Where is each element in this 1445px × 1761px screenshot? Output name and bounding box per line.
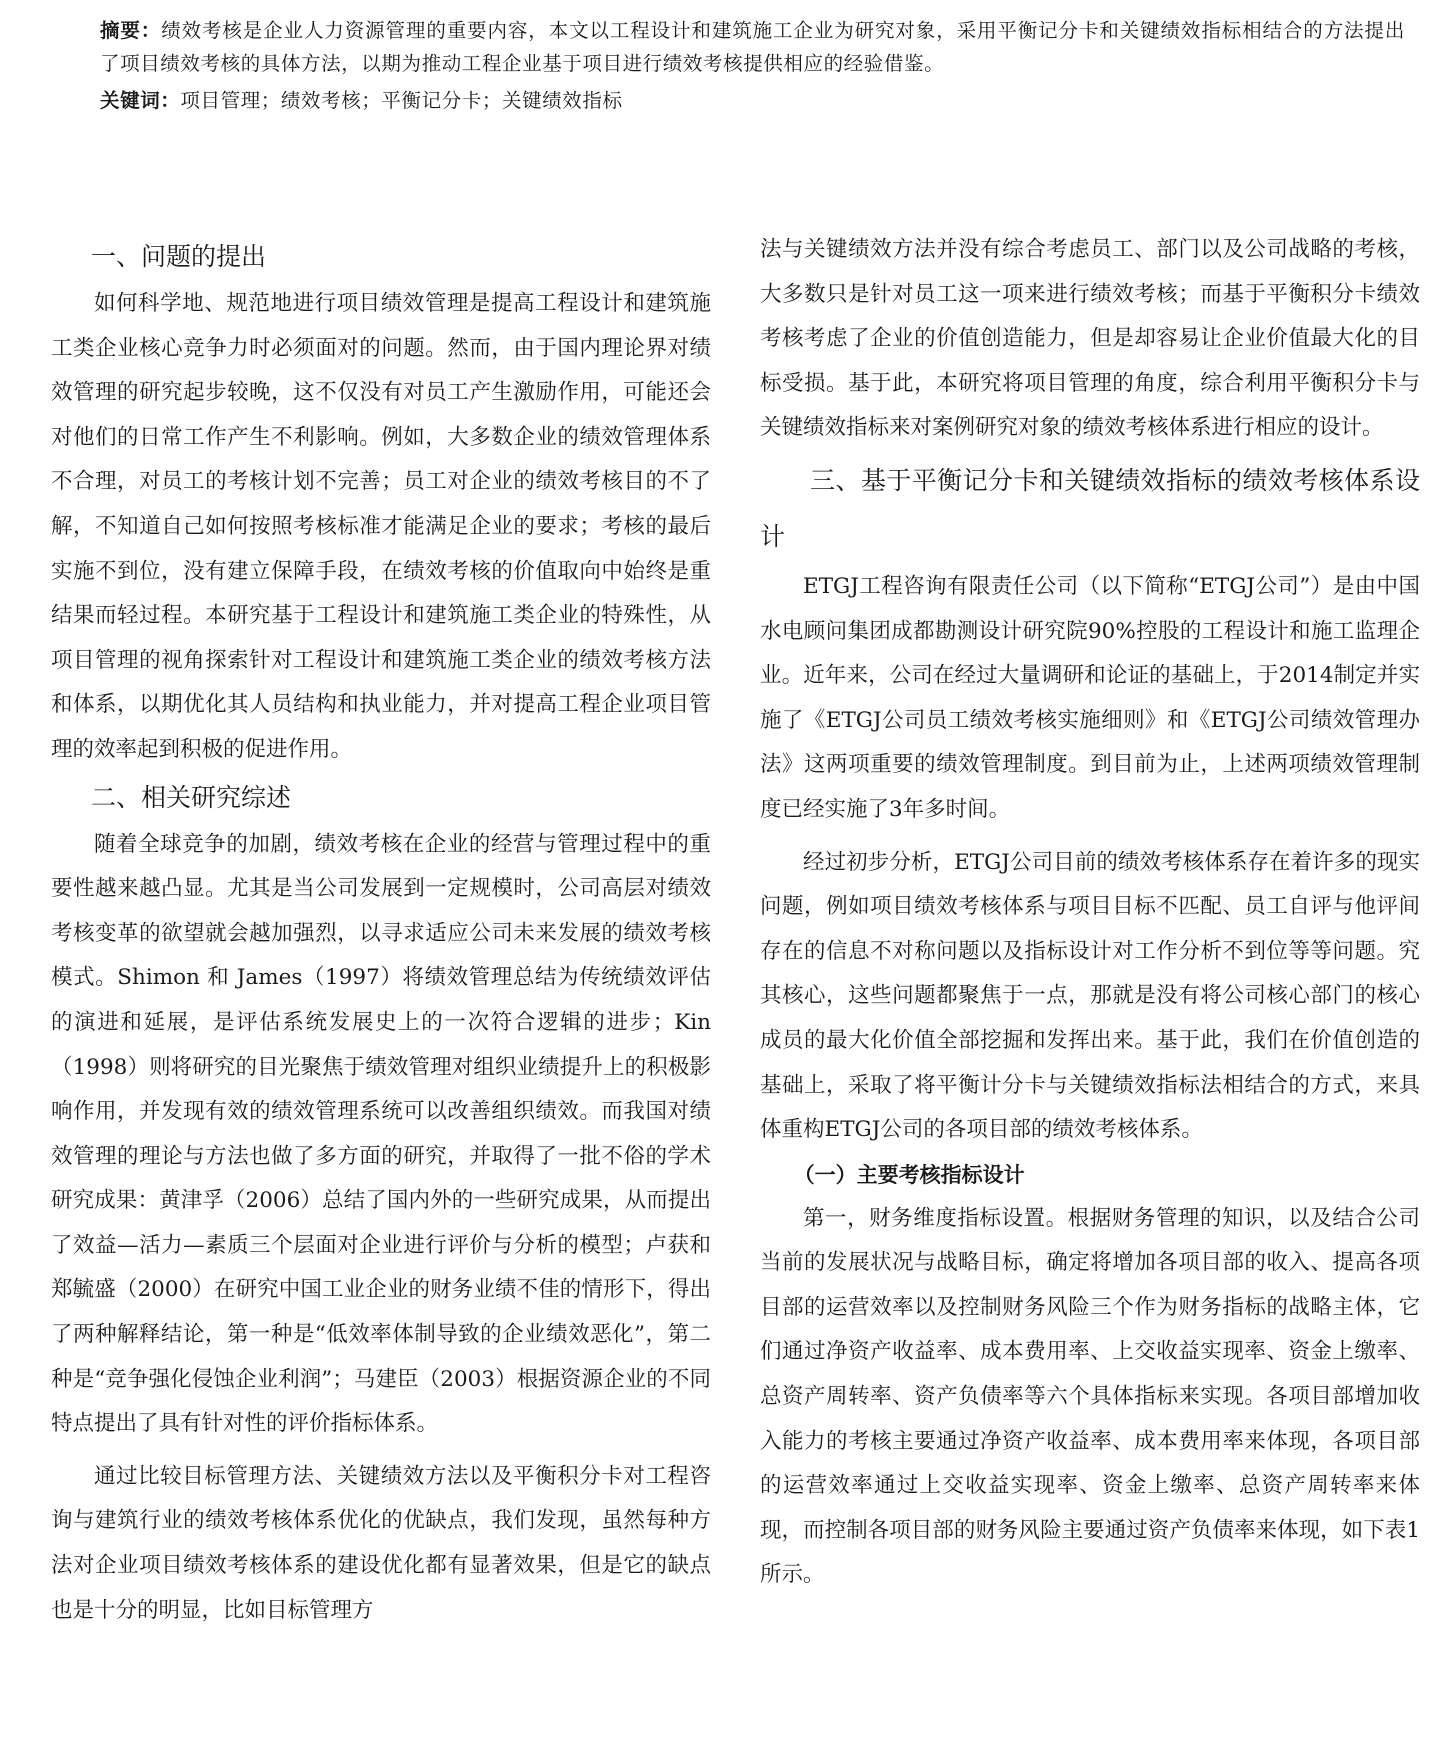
section-heading-2: 二、相关研究综述 [91,782,292,812]
body-paragraph: 随着全球竞争的加剧，绩效考核在企业的经营与管理过程中的重要性越来越凸显。尤其是当公司发展到一定规模时，公司高层对绩效考核变革的欲望就会越加强烈，以寻求适应公司未来发展的绩效考核模式。Shimon 和 James（1997）将绩效管理总结为传统绩效评估的演进和延展，是评估系统发展史上的一次符合逻辑的进步；Kin（1998）则将研究的目光聚焦于绩效管理对组织业绩提升上的积极影响作用，并发现有效的绩效管理系统可以改善组织绩效。而我国对绩效管理的理论与方法也做了多方面的研究，并取得了一批不俗的学术研究成果：黄津孚（2006）总结了国内外的一些研究成果，从而提出了效益—活力—素质三个层面对企业进行评价与分析的模型；卢获和郑毓盛（2000）在研究中国工业企业的财务业绩不佳的情形下，得出了两种解释结论，第一种是“低效率体制导致的企业绩效恶化”，第二种是“竞争强化侵蚀企业利润”；马建臣（2003）根据资源企业的不同特点提出了具有针对性的评价指标体系。 [51,831,711,1437]
section-heading-3: 三、基于平衡记分卡和关键绩效指标的绩效考核体系设计 [760,465,1420,551]
abstract-block [100,14,1405,117]
body-paragraph: ETGJ工程咨询有限责任公司（以下简称“ETGJ公司”）是由中国水电顾问集团成都勘测设计研究院90%控股的工程设计和施工监理企业。近年来，公司在经过大量调研和论证的基础上，于2014制定并实施了《ETGJ公司员工绩效考核实施细则》和《ETGJ公司绩效管理办法》这两项重要的绩效管理制度。到目前为止，上述两项绩效管理制度已经实施了3年多时间。 [760,573,1420,822]
right-column [760,228,1420,1598]
body-paragraph: 第一，财务维度指标设置。根据财务管理的知识，以及结合公司当前的发展状况与战略目标，确定将增加各项目部的收入、提高各项目部的运营效率以及控制财务风险三个作为财务指标的战略主体，它们通过净资产收益率、成本费用率、上交收益实现率、资金上缴率、总资产周转率、资产负债率等六个具体指标来实现。各项目部增加收入能力的考核主要通过净资产收益率、成本费用率来体现，各项目部的运营效率通过上交收益实现率、资金上缴率、总资产周转率来体现，而控制各项目部的财务风险主要通过资产负债率来体现，如下表1所示。 [760,1205,1420,1588]
body-paragraph-continued: 法与关键绩效方法并没有综合考虑员工、部门以及公司战略的考核，大多数只是针对员工这一项来进行绩效考核；而基于平衡积分卡绩效考核考虑了企业的价值创造能力，但是却容易让企业价值最大化的目标受损。基于此，本研究将项目管理的角度，综合利用平衡积分卡与关键绩效指标来对案例研究对象的绩效考核体系进行相应的设计。 [760,237,1420,441]
keywords-label: 关键词： [100,89,181,112]
body-paragraph: 通过比较目标管理方法、关键绩效方法以及平衡积分卡对工程咨询与建筑行业的绩效考核体系优化的优缺点，我们发现，虽然每种方法对企业项目绩效考核体系的建设优化都有显著效果，但是它的缺点也是十分的明显，比如目标管理方 [51,1463,711,1623]
abstract-paragraph [100,14,1405,80]
body-paragraph: 如何科学地、规范地进行项目绩效管理是提高工程设计和建筑施工类企业核心竞争力时必须面对的问题。然而，由于国内理论界对绩效管理的研究起步较晚，这不仅没有对员工产生激励作用，可能还会对他们的日常工作产生不利影响。例如，大多数企业的绩效管理体系不合理，对员工的考核计划不完善；员工对企业的绩效考核目的不了解，不知道自己如何按照考核标准才能满足企业的要求；考核的最后实施不到位，没有建立保障手段，在绩效考核的价值取向中始终是重结果而轻过程。本研究基于工程设计和建筑施工类企业的特殊性，从项目管理的视角探索针对工程设计和建筑施工类企业的绩效考核方法和体系，以期优化其人员结构和执业能力，并对提高工程企业项目管理的效率起到积极的促进作用。 [51,291,711,762]
abstract-label: 摘要： [100,19,162,42]
left-column [51,232,711,1633]
subsection-heading: （一）主要考核指标设计 [793,1162,1025,1187]
body-paragraph: 经过初步分析，ETGJ公司目前的绩效考核体系存在着许多的现实问题，例如项目绩效考核体系与项目目标不匹配、员工自评与他评间存在的信息不对称问题以及指标设计对工作分析不到位等等问题。究其核心，这些问题都聚焦于一点，那就是没有将公司核心部门的核心成员的最大化价值全部挖掘和发挥出来。基于此，我们在价值创造的基础上，采取了将平衡计分卡与关键绩效指标法相结合的方式，来具体重构ETGJ公司的各项目部的绩效考核体系。 [760,849,1420,1143]
section-heading-1: 一、问题的提出 [91,242,267,271]
abstract-text: 绩效考核是企业人力资源管理的重要内容，本文以工程设计和建筑施工企业为研究对象，采用平衡记分卡和关键绩效指标相结合的方法提出了项目绩效考核的具体方法，以期为推动工程企业基于项目进行绩效考核提供相应的经验借鉴。 [100,19,1405,75]
keywords-text: 项目管理；绩效考核；平衡记分卡；关键绩效指标 [180,89,623,112]
keywords-paragraph [100,84,1405,117]
